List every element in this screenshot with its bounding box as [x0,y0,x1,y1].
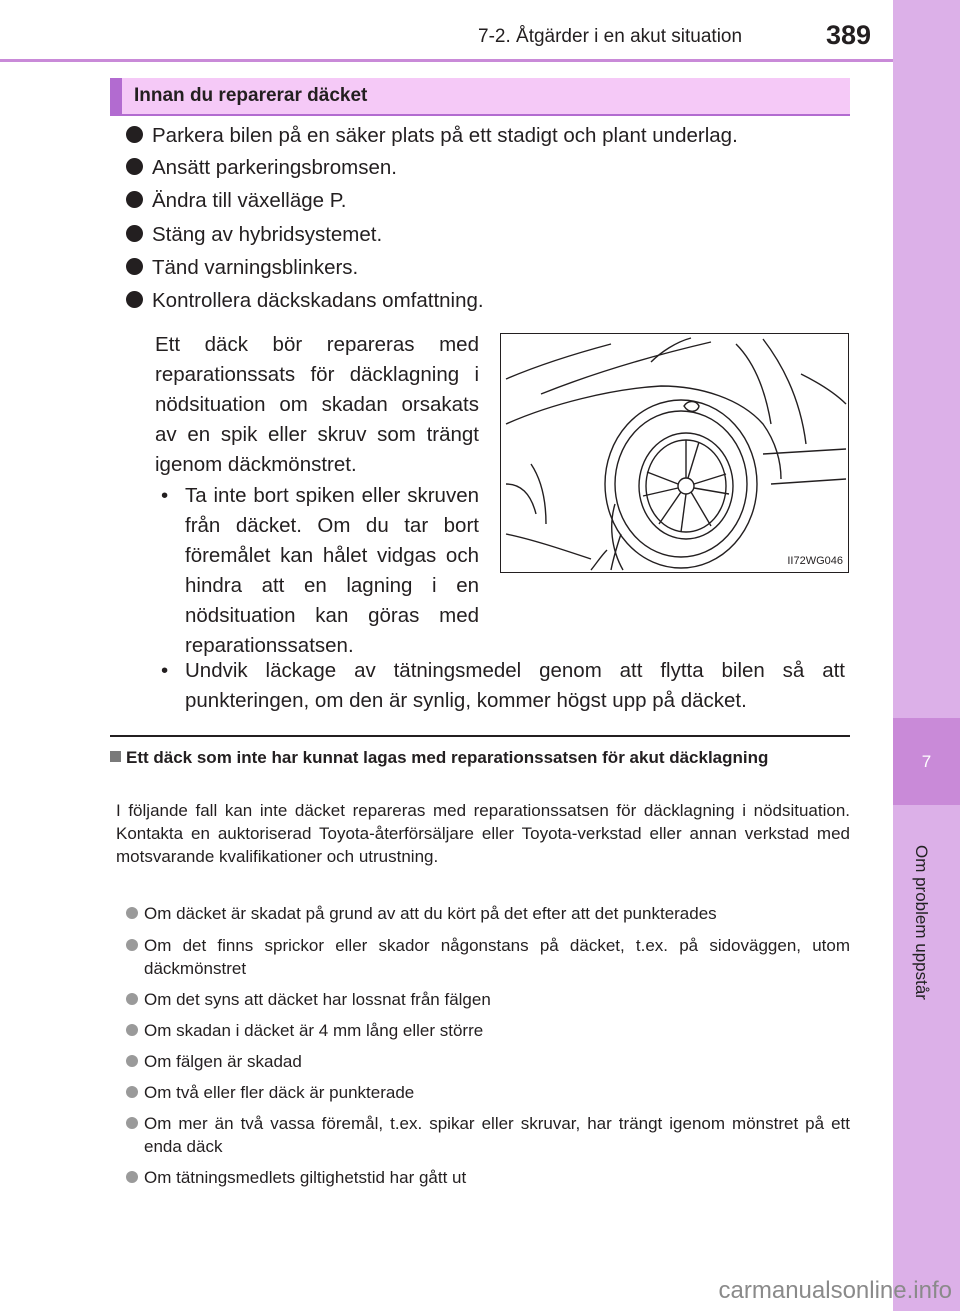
bullet-icon [126,126,143,143]
bullet-icon [126,1086,138,1098]
section-title: 7-2. Åtgärder i en akut situation [478,26,743,47]
info-body: I följande fall kan inte däcket repareras med reparationssatsen för däcklagning i nödsituation. Kontakta en auktoriserad Toyota-återförsäljare eller Toyota-verkstad eller annan verkstad med motsvarande kvalifikationer och utrustning. [116,801,850,866]
bullet-icon [126,1117,138,1129]
bullet-item: Parkera bilen på en säker plats på ett stadigt och plant underlag. [126,124,738,148]
bullet-item: Tänd varningsblinkers. [126,256,358,280]
page-number: 389 [826,20,872,50]
bullet-icon [126,1171,138,1183]
sub-bullet-item: • Ta inte bort spiken eller skruven från däcket. Om du tar bort föremålet kan hålet vidgas och hindra att en lagning i en nödsituation kan göras med reparationssatsen. [155,481,479,661]
bullet-icon [126,1024,138,1036]
bullet-item: Ändra till växelläge P. [126,189,347,213]
heading-accent-bar [110,78,122,114]
illustration-code: II72WG046 [787,555,843,567]
repair-paragraph: Ett däck bör repareras med reparationssats för däcklagning i nödsituation om skadan orsakats av en spik eller skruv som trängt igenom däckmönstret. [155,333,479,476]
info-list-item: Om det syns att däcket har lossnat från fälgen [126,988,850,1011]
section-divider [110,735,850,737]
bullet-item: Ansätt parkeringsbromsen. [126,156,397,180]
sub-bullet-item: • Undvik läckage av tätningsmedel genom att flytta bilen så att punkteringen, om den är synlig, kommer högst upp på däcket. [155,656,845,716]
chapter-label-text: Om problem uppstår [912,845,931,1000]
info-list-item: Om det finns sprickor eller skador någonstans på däcket, t.ex. på sidoväggen, utom däckmönstret [126,934,850,980]
bullet-icon [126,258,143,275]
bullet-icon [126,993,138,1005]
info-list-item: Om däcket är skadat på grund av att du kört på det efter att det punkterades [126,902,850,925]
section-heading: Innan du reparerar däcket [134,85,368,106]
tire-illustration [500,333,849,573]
watermark: carmanualsonline.info [718,1277,952,1304]
bullet-icon [126,939,138,951]
info-list-item: Om skadan i däcket är 4 mm lång eller större [126,1019,850,1042]
sub-bullet-icon: • [161,659,169,682]
punctured-tire-icon [501,334,847,571]
header-rule [0,59,893,62]
info-heading: Ett däck som inte har kunnat lagas med reparationssatsen för akut däcklagning [110,746,852,770]
bullet-icon [126,191,143,208]
bullet-icon [126,907,138,919]
info-list-item: Om två eller fler däck är punkterade [126,1081,850,1104]
square-bullet-icon [110,751,121,762]
bullet-item: Stäng av hybridsystemet. [126,223,382,247]
info-list-item: Om fälgen är skadad [126,1050,850,1073]
bullet-icon [126,291,143,308]
bullet-icon [126,225,143,242]
bullet-icon [126,1055,138,1067]
chapter-label [911,845,941,1045]
side-tab [893,0,960,1311]
section-heading-box [110,78,850,116]
chapter-number: 7 [893,718,960,805]
bullet-icon [126,158,143,175]
sub-bullet-icon: • [161,484,169,507]
info-list-item: Om tätningsmedlets giltighetstid har gått ut [126,1166,850,1189]
info-list-item: Om mer än två vassa föremål, t.ex. spikar eller skruvar, har trängt igenom mönstret på ett enda däck [126,1112,850,1158]
bullet-item: Kontrollera däckskadans omfattning. [126,289,484,313]
